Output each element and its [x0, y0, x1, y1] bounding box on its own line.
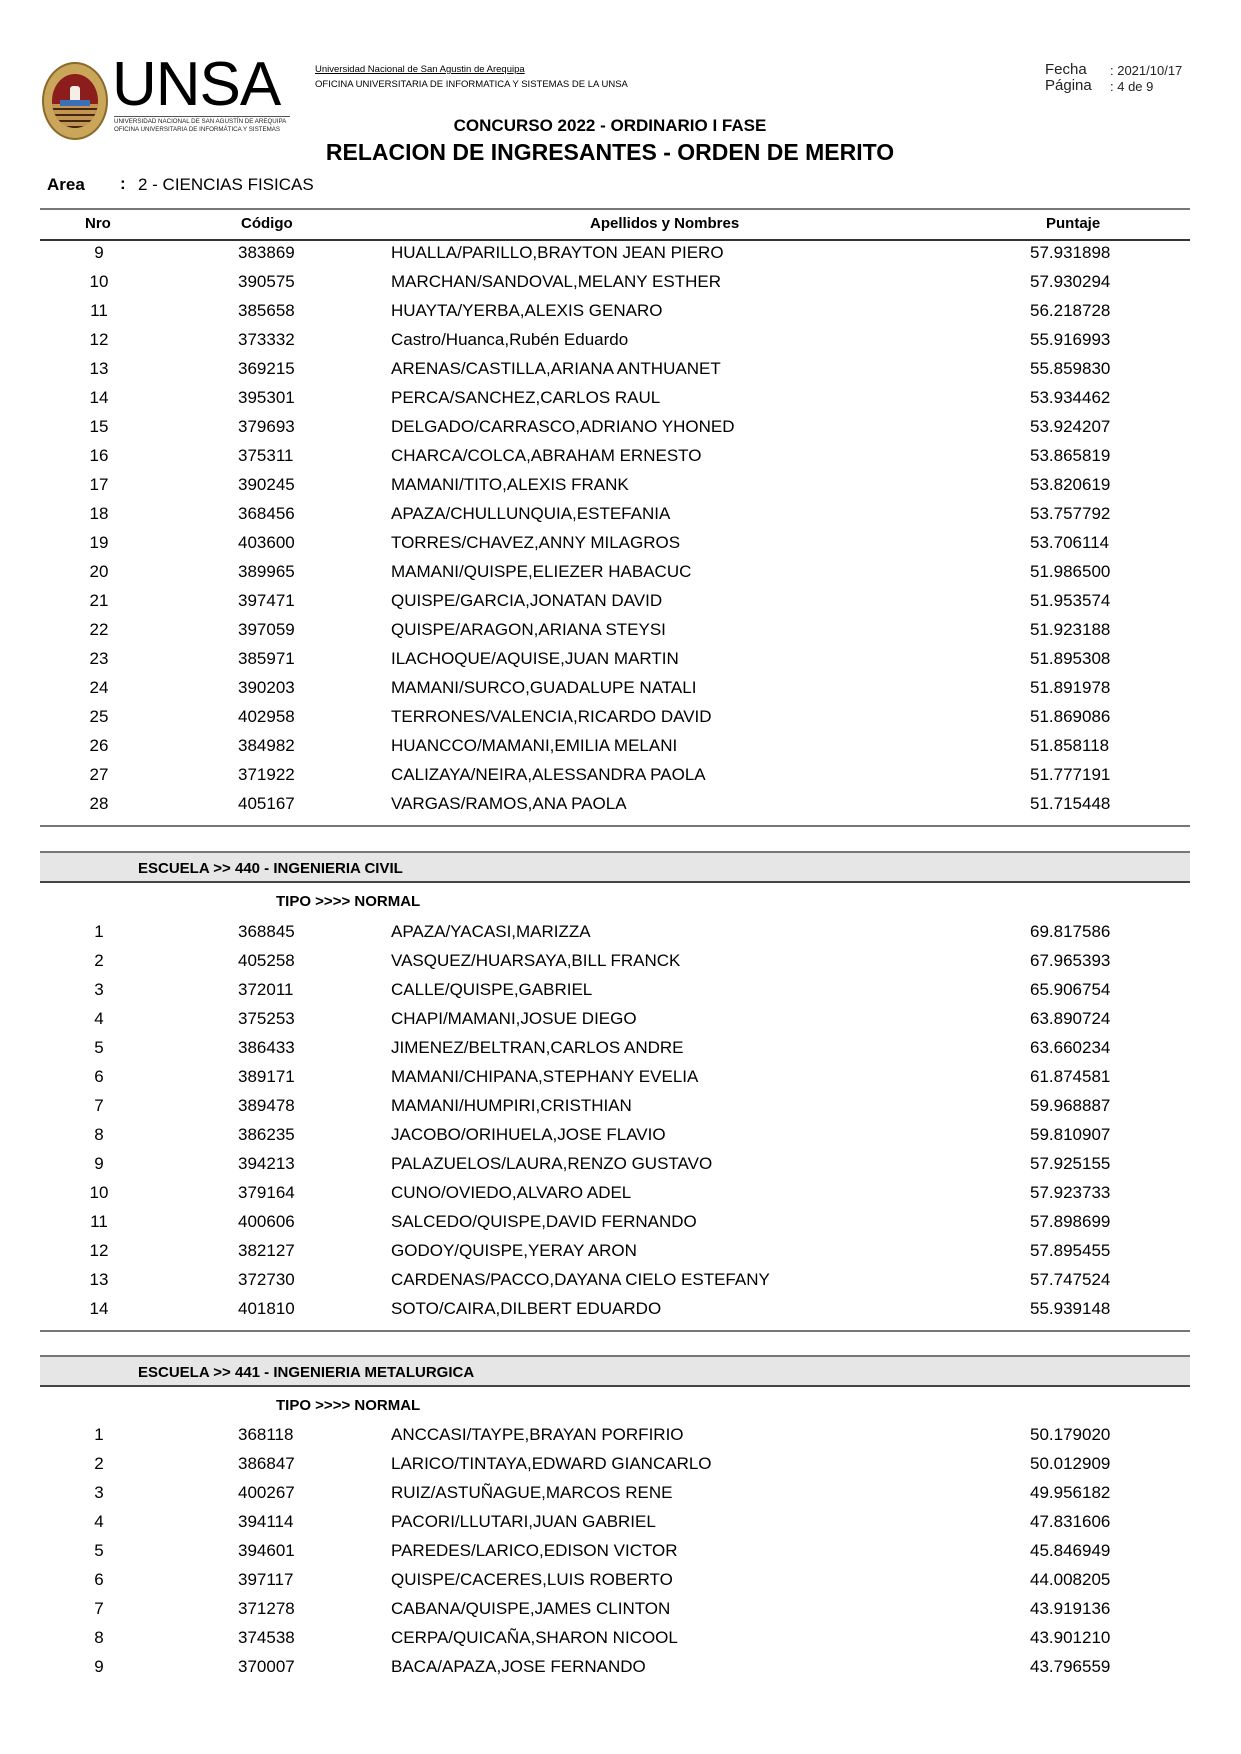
applicant-score: 50.179020: [1030, 1425, 1111, 1444]
section-end-rule: [40, 1330, 1190, 1332]
admission-type-label: TIPO >>>> NORMAL: [276, 893, 421, 910]
school-name: ESCUELA >> 441 - INGENIERIA METALURGICA: [138, 1364, 475, 1381]
applicant-code: 405258: [238, 951, 295, 970]
rank-number: 3: [94, 1483, 104, 1502]
table-row: [0, 562, 1241, 591]
applicant-score: 55.916993: [1030, 330, 1111, 349]
applicant-name: CUNO/OVIEDO,ALVARO ADEL: [391, 1183, 632, 1202]
applicant-code: 383869: [238, 243, 295, 262]
applicant-name: APAZA/CHULLUNQUIA,ESTEFANIA: [391, 504, 671, 523]
applicant-score: 49.956182: [1030, 1483, 1111, 1502]
applicant-score: 59.810907: [1030, 1125, 1111, 1144]
applicant-name: CHARCA/COLCA,ABRAHAM ERNESTO: [391, 446, 702, 465]
table-row: [0, 620, 1241, 649]
pagina-label: Página: [1045, 77, 1092, 94]
rank-number: 13: [89, 359, 109, 378]
table-row: [0, 1599, 1241, 1628]
rank-number: 16: [89, 446, 109, 465]
rank-number: 24: [89, 678, 109, 697]
applicant-name: ILACHOQUE/AQUISE,JUAN MARTIN: [391, 649, 679, 668]
rank-number: 23: [89, 649, 109, 668]
column-header-codigo: Código: [241, 215, 293, 232]
logo-wordmark: UNSA: [112, 50, 281, 119]
area-value: 2 - CIENCIAS FISICAS: [138, 175, 314, 194]
applicant-score: 47.831606: [1030, 1512, 1111, 1531]
applicant-code: 390575: [238, 272, 295, 291]
applicant-score: 51.895308: [1030, 649, 1111, 668]
applicant-name: HUANCCO/MAMANI,EMILIA MELANI: [391, 736, 678, 755]
applicant-code: 375253: [238, 1009, 295, 1028]
applicant-code: 368845: [238, 922, 295, 941]
applicant-code: 372011: [238, 980, 294, 999]
table-row: [0, 417, 1241, 446]
applicant-score: 63.660234: [1030, 1038, 1111, 1057]
applicant-score: 57.925155: [1030, 1154, 1111, 1173]
rank-number: 11: [90, 301, 108, 320]
applicant-name: MAMANI/SURCO,GUADALUPE NATALI: [391, 678, 697, 697]
table-row: [0, 951, 1241, 980]
applicant-score: 61.874581: [1030, 1067, 1111, 1086]
table-row: [0, 922, 1241, 951]
applicant-code: 394601: [238, 1541, 295, 1560]
rank-number: 22: [89, 620, 109, 639]
rank-number: 10: [89, 272, 109, 291]
applicant-score: 57.898699: [1030, 1212, 1111, 1231]
table-row: [0, 475, 1241, 504]
rank-number: 13: [89, 1270, 109, 1289]
applicant-score: 51.869086: [1030, 707, 1111, 726]
applicant-code: 390203: [238, 678, 295, 697]
applicant-code: 394213: [238, 1154, 295, 1173]
rank-number: 14: [89, 1299, 109, 1318]
report-title: RELACION DE INGRESANTES - ORDEN DE MERITO: [325, 139, 895, 165]
table-row: [0, 1270, 1241, 1299]
applicant-score: 53.820619: [1030, 475, 1111, 494]
table-row: [0, 1454, 1241, 1483]
applicant-score: 51.777191: [1030, 765, 1111, 784]
applicant-name: CHAPI/MAMANI,JOSUE DIEGO: [391, 1009, 637, 1028]
applicant-code: 368118: [238, 1425, 294, 1444]
rank-number: 9: [94, 1657, 104, 1676]
rank-number: 1: [94, 1425, 104, 1444]
applicant-code: 379693: [238, 417, 295, 436]
rank-number: 12: [89, 330, 109, 349]
table-row: [0, 1628, 1241, 1657]
applicant-name: TORRES/CHAVEZ,ANNY MILAGROS: [391, 533, 681, 552]
applicant-code: 371922: [238, 765, 295, 784]
applicant-name: QUISPE/CACERES,LUIS ROBERTO: [391, 1570, 673, 1589]
applicant-score: 44.008205: [1030, 1570, 1111, 1589]
table-row: [0, 980, 1241, 1009]
rank-number: 19: [89, 533, 109, 552]
applicant-code: 397471: [238, 591, 295, 610]
applicant-score: 51.923188: [1030, 620, 1111, 639]
applicant-name: SALCEDO/QUISPE,DAVID FERNANDO: [391, 1212, 697, 1231]
applicant-code: 368456: [238, 504, 295, 523]
table-header-rule: [40, 239, 1190, 241]
table-row: [0, 1183, 1241, 1212]
logo-subtitle-1: UNIVERSIDAD NACIONAL DE SAN AGUSTÍN DE AREQUIPA: [114, 118, 287, 125]
applicant-score: 67.965393: [1030, 951, 1111, 970]
applicant-score: 51.953574: [1030, 591, 1111, 610]
applicant-code: 400606: [238, 1212, 295, 1231]
rank-number: 2: [94, 951, 104, 970]
table-row: [0, 1425, 1241, 1454]
rank-number: 8: [94, 1628, 104, 1647]
column-header-nombres: Apellidos y Nombres: [590, 215, 740, 232]
table-row: [0, 330, 1241, 359]
logo-subtitle-2: OFICINA UNIVERSITARIA DE INFORMÁTICA Y SISTEMAS: [114, 126, 281, 133]
applicant-name: SOTO/CAIRA,DILBERT EDUARDO: [391, 1299, 662, 1318]
applicant-code: 386847: [238, 1454, 295, 1473]
applicant-score: 53.706114: [1030, 533, 1110, 552]
table-row: [0, 678, 1241, 707]
applicant-code: 394114: [238, 1512, 294, 1531]
table-top-rule: [40, 208, 1190, 210]
applicant-name: BACA/APAZA,JOSE FERNANDO: [391, 1657, 646, 1676]
applicant-score: 55.859830: [1030, 359, 1111, 378]
applicant-code: 389478: [238, 1096, 295, 1115]
rank-number: 9: [94, 1154, 104, 1173]
applicant-code: 397117: [238, 1570, 294, 1589]
applicant-score: 51.858118: [1030, 736, 1110, 755]
applicant-score: 57.923733: [1030, 1183, 1111, 1202]
applicant-score: 53.934462: [1030, 388, 1111, 407]
applicant-name: VASQUEZ/HUARSAYA,BILL FRANCK: [391, 951, 681, 970]
applicant-name: MAMANI/CHIPANA,STEPHANY EVELIA: [391, 1067, 699, 1086]
applicant-name: QUISPE/ARAGON,ARIANA STEYSI: [391, 620, 666, 639]
applicant-name: HUALLA/PARILLO,BRAYTON JEAN PIERO: [391, 243, 724, 262]
applicant-score: 63.890724: [1030, 1009, 1111, 1028]
rank-number: 4: [94, 1009, 104, 1028]
applicant-code: 401810: [238, 1299, 295, 1318]
table-row: [0, 1541, 1241, 1570]
column-header-puntaje: Puntaje: [1046, 215, 1101, 232]
applicant-name: MAMANI/HUMPIRI,CRISTHIAN: [391, 1096, 632, 1115]
table-row: [0, 736, 1241, 765]
applicant-code: 402958: [238, 707, 295, 726]
applicant-score: 53.865819: [1030, 446, 1111, 465]
table-row: [0, 504, 1241, 533]
applicant-name: CERPA/QUICAÑA,SHARON NICOOL: [391, 1628, 678, 1647]
applicant-name: PAREDES/LARICO,EDISON VICTOR: [391, 1541, 678, 1560]
rank-number: 5: [94, 1541, 104, 1560]
applicant-score: 57.930294: [1030, 272, 1111, 291]
rank-number: 15: [89, 417, 109, 436]
applicant-score: 43.919136: [1030, 1599, 1111, 1618]
applicant-name: PERCA/SANCHEZ,CARLOS RAUL: [391, 388, 661, 407]
applicant-score: 57.895455: [1030, 1241, 1111, 1260]
applicant-name: HUAYTA/YERBA,ALEXIS GENARO: [391, 301, 663, 320]
applicant-code: 370007: [238, 1657, 295, 1676]
school-name: ESCUELA >> 440 - INGENIERIA CIVIL: [138, 860, 403, 877]
applicant-code: 403600: [238, 533, 295, 552]
rank-number: 6: [94, 1067, 104, 1086]
rank-number: 12: [89, 1241, 109, 1260]
applicant-score: 43.796559: [1030, 1657, 1111, 1676]
table-row: [0, 1009, 1241, 1038]
applicant-name: PALAZUELOS/LAURA,RENZO GUSTAVO: [391, 1154, 713, 1173]
table-row: [0, 794, 1241, 823]
applicant-name: LARICO/TINTAYA,EDWARD GIANCARLO: [391, 1454, 712, 1473]
applicant-name: APAZA/YACASI,MARIZZA: [391, 922, 591, 941]
area-label: Area: [47, 175, 85, 194]
rank-number: 2: [94, 1454, 104, 1473]
applicant-score: 45.846949: [1030, 1541, 1111, 1560]
school-header-band: [40, 851, 1190, 883]
rank-number: 18: [89, 504, 109, 523]
applicant-code: 400267: [238, 1483, 295, 1502]
applicant-name: MAMANI/QUISPE,ELIEZER HABACUC: [391, 562, 692, 581]
applicant-score: 57.747524: [1030, 1270, 1111, 1289]
applicant-name: CARDENAS/PACCO,DAYANA CIELO ESTEFANY: [391, 1270, 770, 1289]
table-row: [0, 446, 1241, 475]
applicant-code: 372730: [238, 1270, 295, 1289]
applicant-score: 57.931898: [1030, 243, 1111, 262]
applicant-score: 51.715448: [1030, 794, 1111, 813]
applicant-score: 65.906754: [1030, 980, 1111, 999]
rank-number: 9: [94, 243, 104, 262]
applicant-code: 371278: [238, 1599, 295, 1618]
rank-number: 26: [89, 736, 109, 755]
rank-number: 17: [89, 475, 109, 494]
table-row: [0, 1212, 1241, 1241]
table-row: [0, 272, 1241, 301]
applicant-name: ARENAS/CASTILLA,ARIANA ANTHUANET: [391, 359, 721, 378]
table-row: [0, 1154, 1241, 1183]
table-row: [0, 1125, 1241, 1154]
applicant-score: 69.817586: [1030, 922, 1111, 941]
table-row: [0, 359, 1241, 388]
rank-number: 1: [94, 922, 104, 941]
rank-number: 11: [90, 1212, 108, 1231]
applicant-name: MARCHAN/SANDOVAL,MELANY ESTHER: [391, 272, 721, 291]
table-row: [0, 765, 1241, 794]
applicant-code: 397059: [238, 620, 295, 639]
applicant-code: 389171: [238, 1067, 295, 1086]
table-row: [0, 1483, 1241, 1512]
applicant-name: RUIZ/ASTUÑAGUE,MARCOS RENE: [391, 1483, 673, 1502]
applicant-score: 53.924207: [1030, 417, 1111, 436]
contest-title: CONCURSO 2022 - ORDINARIO I FASE: [453, 116, 767, 135]
rank-number: 25: [89, 707, 109, 726]
rank-number: 27: [89, 765, 109, 784]
applicant-name: TERRONES/VALENCIA,RICARDO DAVID: [391, 707, 712, 726]
pagina-value: : 4 de 9: [1110, 79, 1154, 94]
applicant-code: 384982: [238, 736, 295, 755]
table-row: [0, 1299, 1241, 1328]
table-row: [0, 591, 1241, 620]
applicant-code: 374538: [238, 1628, 295, 1647]
table-row: [0, 1570, 1241, 1599]
applicant-score: 56.218728: [1030, 301, 1111, 320]
table-row: [0, 1067, 1241, 1096]
applicant-name: QUISPE/GARCIA,JONATAN DAVID: [391, 591, 663, 610]
applicant-code: 386235: [238, 1125, 295, 1144]
table-row: [0, 1038, 1241, 1067]
admission-type-label: TIPO >>>> NORMAL: [276, 1397, 421, 1414]
applicant-code: 405167: [238, 794, 295, 813]
table-row: [0, 243, 1241, 272]
applicant-code: 379164: [238, 1183, 295, 1202]
applicant-code: 389965: [238, 562, 295, 581]
applicant-code: 369215: [238, 359, 295, 378]
applicant-score: 51.986500: [1030, 562, 1111, 581]
applicant-score: 55.939148: [1030, 1299, 1111, 1318]
rank-number: 21: [89, 591, 109, 610]
applicant-name: JIMENEZ/BELTRAN,CARLOS ANDRE: [391, 1038, 684, 1057]
applicant-name: VARGAS/RAMOS,ANA PAOLA: [391, 794, 627, 813]
table-row: [0, 1096, 1241, 1125]
rank-number: 20: [89, 562, 109, 581]
applicant-code: 385971: [238, 649, 295, 668]
rank-number: 4: [94, 1512, 104, 1531]
rank-number: 8: [94, 1125, 104, 1144]
rank-number: 5: [94, 1038, 104, 1057]
applicant-name: JACOBO/ORIHUELA,JOSE FLAVIO: [391, 1125, 666, 1144]
university-name: Universidad Nacional de San Agustin de Arequipa: [315, 64, 525, 75]
applicant-name: PACORI/LLUTARI,JUAN GABRIEL: [391, 1512, 656, 1531]
applicant-code: 390245: [238, 475, 295, 494]
applicant-code: 395301: [238, 388, 295, 407]
applicant-name: DELGADO/CARRASCO,ADRIANO YHONED: [391, 417, 735, 436]
rank-number: 7: [94, 1096, 104, 1115]
applicant-score: 59.968887: [1030, 1096, 1111, 1115]
column-header-nro: Nro: [85, 215, 111, 232]
table-row: [0, 1241, 1241, 1270]
rank-number: 10: [89, 1183, 109, 1202]
applicant-name: CALIZAYA/NEIRA,ALESSANDRA PAOLA: [391, 765, 706, 784]
applicant-code: 373332: [238, 330, 295, 349]
applicant-name: ANCCASI/TAYPE,BRAYAN PORFIRIO: [391, 1425, 684, 1444]
applicant-score: 50.012909: [1030, 1454, 1111, 1473]
rank-number: 28: [89, 794, 109, 813]
applicant-code: 386433: [238, 1038, 295, 1057]
table-row: [0, 301, 1241, 330]
applicant-code: 375311: [238, 446, 294, 465]
fecha-label: Fecha: [1045, 61, 1087, 78]
table-row: [0, 388, 1241, 417]
applicant-name: CABANA/QUISPE,JAMES CLINTON: [391, 1599, 671, 1618]
applicant-name: GODOY/QUISPE,YERAY ARON: [391, 1241, 637, 1260]
applicant-score: 51.891978: [1030, 678, 1111, 697]
rank-number: 7: [94, 1599, 104, 1618]
rank-number: 14: [89, 388, 109, 407]
applicant-code: 382127: [238, 1241, 295, 1260]
rank-number: 6: [94, 1570, 104, 1589]
applicant-name: CALLE/QUISPE,GABRIEL: [391, 980, 593, 999]
table-row: [0, 707, 1241, 736]
section-end-rule: [40, 825, 1190, 827]
applicant-score: 53.757792: [1030, 504, 1111, 523]
fecha-value: : 2021/10/17: [1110, 63, 1183, 78]
table-row: [0, 649, 1241, 678]
table-row: [0, 1657, 1241, 1686]
school-header-band: [40, 1355, 1190, 1387]
applicant-score: 43.901210: [1030, 1628, 1111, 1647]
applicant-name: MAMANI/TITO,ALEXIS FRANK: [391, 475, 629, 494]
rank-number: 3: [94, 980, 104, 999]
applicant-code: 385658: [238, 301, 295, 320]
applicant-name: Castro/Huanca,Rubén Eduardo: [391, 330, 629, 349]
area-colon: :: [120, 174, 126, 193]
office-name: OFICINA UNIVERSITARIA DE INFORMATICA Y SISTEMAS DE LA UNSA: [315, 79, 628, 90]
table-row: [0, 1512, 1241, 1541]
table-row: [0, 533, 1241, 562]
